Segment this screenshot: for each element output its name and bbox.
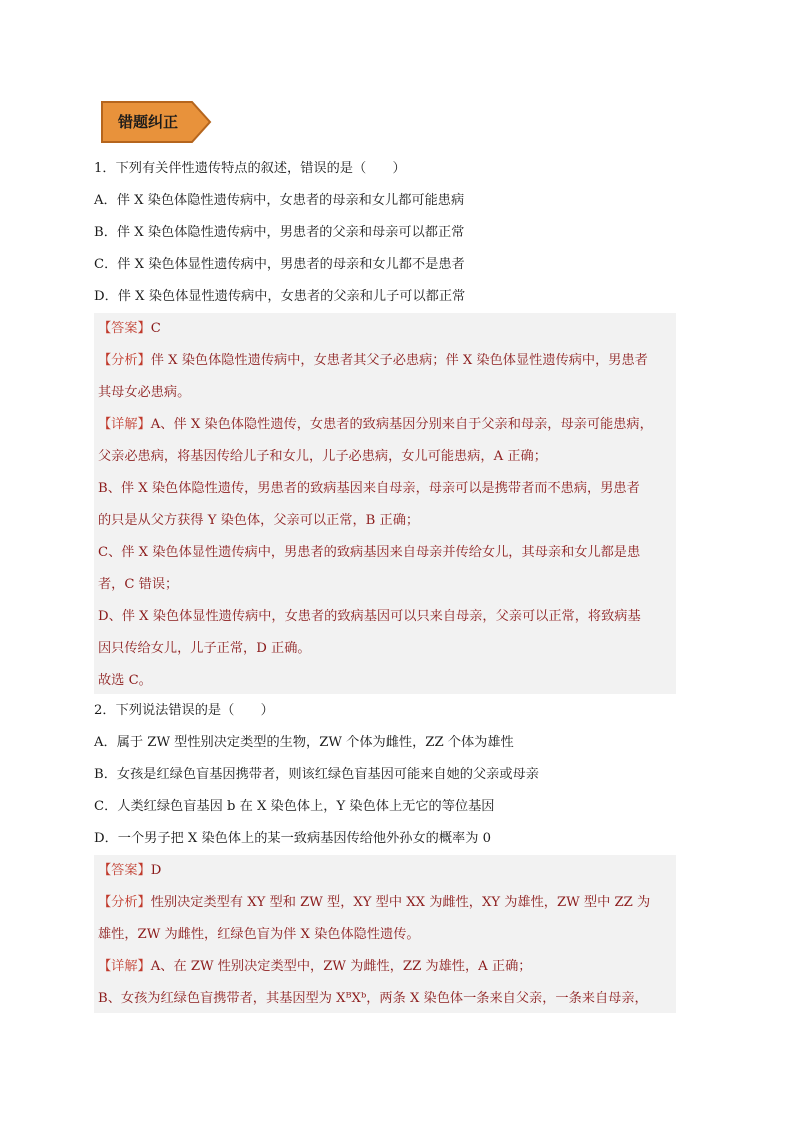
q1-detail-line-3: B、伴 X 染色体隐性遗传，男患者的致病基因来自母亲，母亲可以是携带者而不患病，男患者 xyxy=(98,481,640,496)
q2-stem: 2．下列说法错误的是（ ） xyxy=(94,703,274,718)
q1-option-a: A．伴 X 染色体隐性遗传病中，女患者的母亲和女儿都可能患病 xyxy=(94,193,465,208)
detail-tag: 【详解】 xyxy=(98,417,151,432)
answer-value: D xyxy=(150,863,162,878)
q2-option-d: D．一个男子把 X 染色体上的某一致病基因传给他外孙女的概率为 0 xyxy=(94,831,491,846)
q2-option-a: A．属于 ZW 型性别决定类型的生物，ZW 个体为雌性，ZZ 个体为雄性 xyxy=(94,735,514,750)
q2-answer-line xyxy=(98,862,161,880)
q2-option-c: C．人类红绿色盲基因 b 在 X 染色体上，Y 染色体上无它的等位基因 xyxy=(94,799,495,814)
answer-value: C xyxy=(150,321,161,336)
answer-tag: 【答案】 xyxy=(98,321,151,336)
q1-stem: 1．下列有关伴性遗传特点的叙述，错误的是（ ） xyxy=(94,161,406,176)
q2-answer-block xyxy=(94,855,676,1013)
q1-option-b: B．伴 X 染色体隐性遗传病中，男患者的父亲和母亲可以都正常 xyxy=(94,225,465,240)
q1-answer-line xyxy=(98,320,161,338)
q2-analysis-line-2: 雄性，ZW 为雌性，红绿色盲为伴 X 染色体隐性遗传。 xyxy=(98,927,420,942)
badge-label: 错题纠正 xyxy=(117,113,178,131)
q1-detail-line-5: C、伴 X 染色体显性遗传病中，男患者的致病基因来自母亲并传给女儿，其母亲和女儿都是患 xyxy=(98,545,641,560)
q2-detail-line-2: B、女孩为红绿色盲携带者，其基因型为 XᴮXᵇ，两条 X 染色体一条来自父亲，一条来自母亲， xyxy=(98,991,648,1006)
q1-option-d: D．伴 X 染色体显性遗传病中，女患者的父亲和儿子可以都正常 xyxy=(94,289,466,304)
analysis-tag: 【分析】 xyxy=(98,353,151,368)
analysis-tag: 【分析】 xyxy=(98,895,151,910)
q1-detail-line-2: 父亲必患病，将基因传给儿子和女儿，儿子必患病，女儿可能患病，A 正确； xyxy=(98,449,547,464)
q2-detail-line-1: 【详解】A、在 ZW 性别决定类型中，ZW 为雌性，ZZ 为雄性，A 正确； xyxy=(98,959,532,974)
q1-analysis-line-1: 【分析】伴 X 染色体隐性遗传病中，女患者其父子必患病；伴 X 染色体显性遗传病中，男患者 xyxy=(98,353,648,368)
q1-detail-line-6: 者，C 错误； xyxy=(98,577,179,592)
q2-option-b: B．女孩是红绿色盲基因携带者，则该红绿色盲基因可能来自她的父亲或母亲 xyxy=(94,767,539,782)
q1-analysis-line-2: 其母女必患病。 xyxy=(98,385,191,400)
q1-detail-line-4: 的只是从父方获得 Y 染色体，父亲可以正常，B 正确； xyxy=(98,513,420,528)
q1-answer-block xyxy=(94,313,676,694)
q2-analysis-line-1: 【分析】性别决定类型有 XY 型和 ZW 型，XY 型中 XX 为雌性，XY 为雄性，ZW 型中 ZZ 为 xyxy=(98,895,651,910)
q1-option-c: C．伴 X 染色体显性遗传病中，男患者的母亲和女儿都不是患者 xyxy=(94,257,465,272)
q1-detail-line-8: 因只传给女儿，儿子正常，D 正确。 xyxy=(98,641,311,656)
section-badge xyxy=(100,100,212,144)
detail-tag: 【详解】 xyxy=(98,959,151,974)
q1-detail-line-7: D、伴 X 染色体显性遗传病中，女患者的致病基因可以只来自母亲，父亲可以正常，将致病基 xyxy=(98,609,641,624)
q1-detail-line-1: 【详解】A、伴 X 染色体隐性遗传，女患者的致病基因分别来自于父亲和母亲，母亲可能患病， xyxy=(98,417,653,432)
answer-tag: 【答案】 xyxy=(98,863,151,878)
q1-detail-line-9: 故选 C。 xyxy=(98,673,152,688)
